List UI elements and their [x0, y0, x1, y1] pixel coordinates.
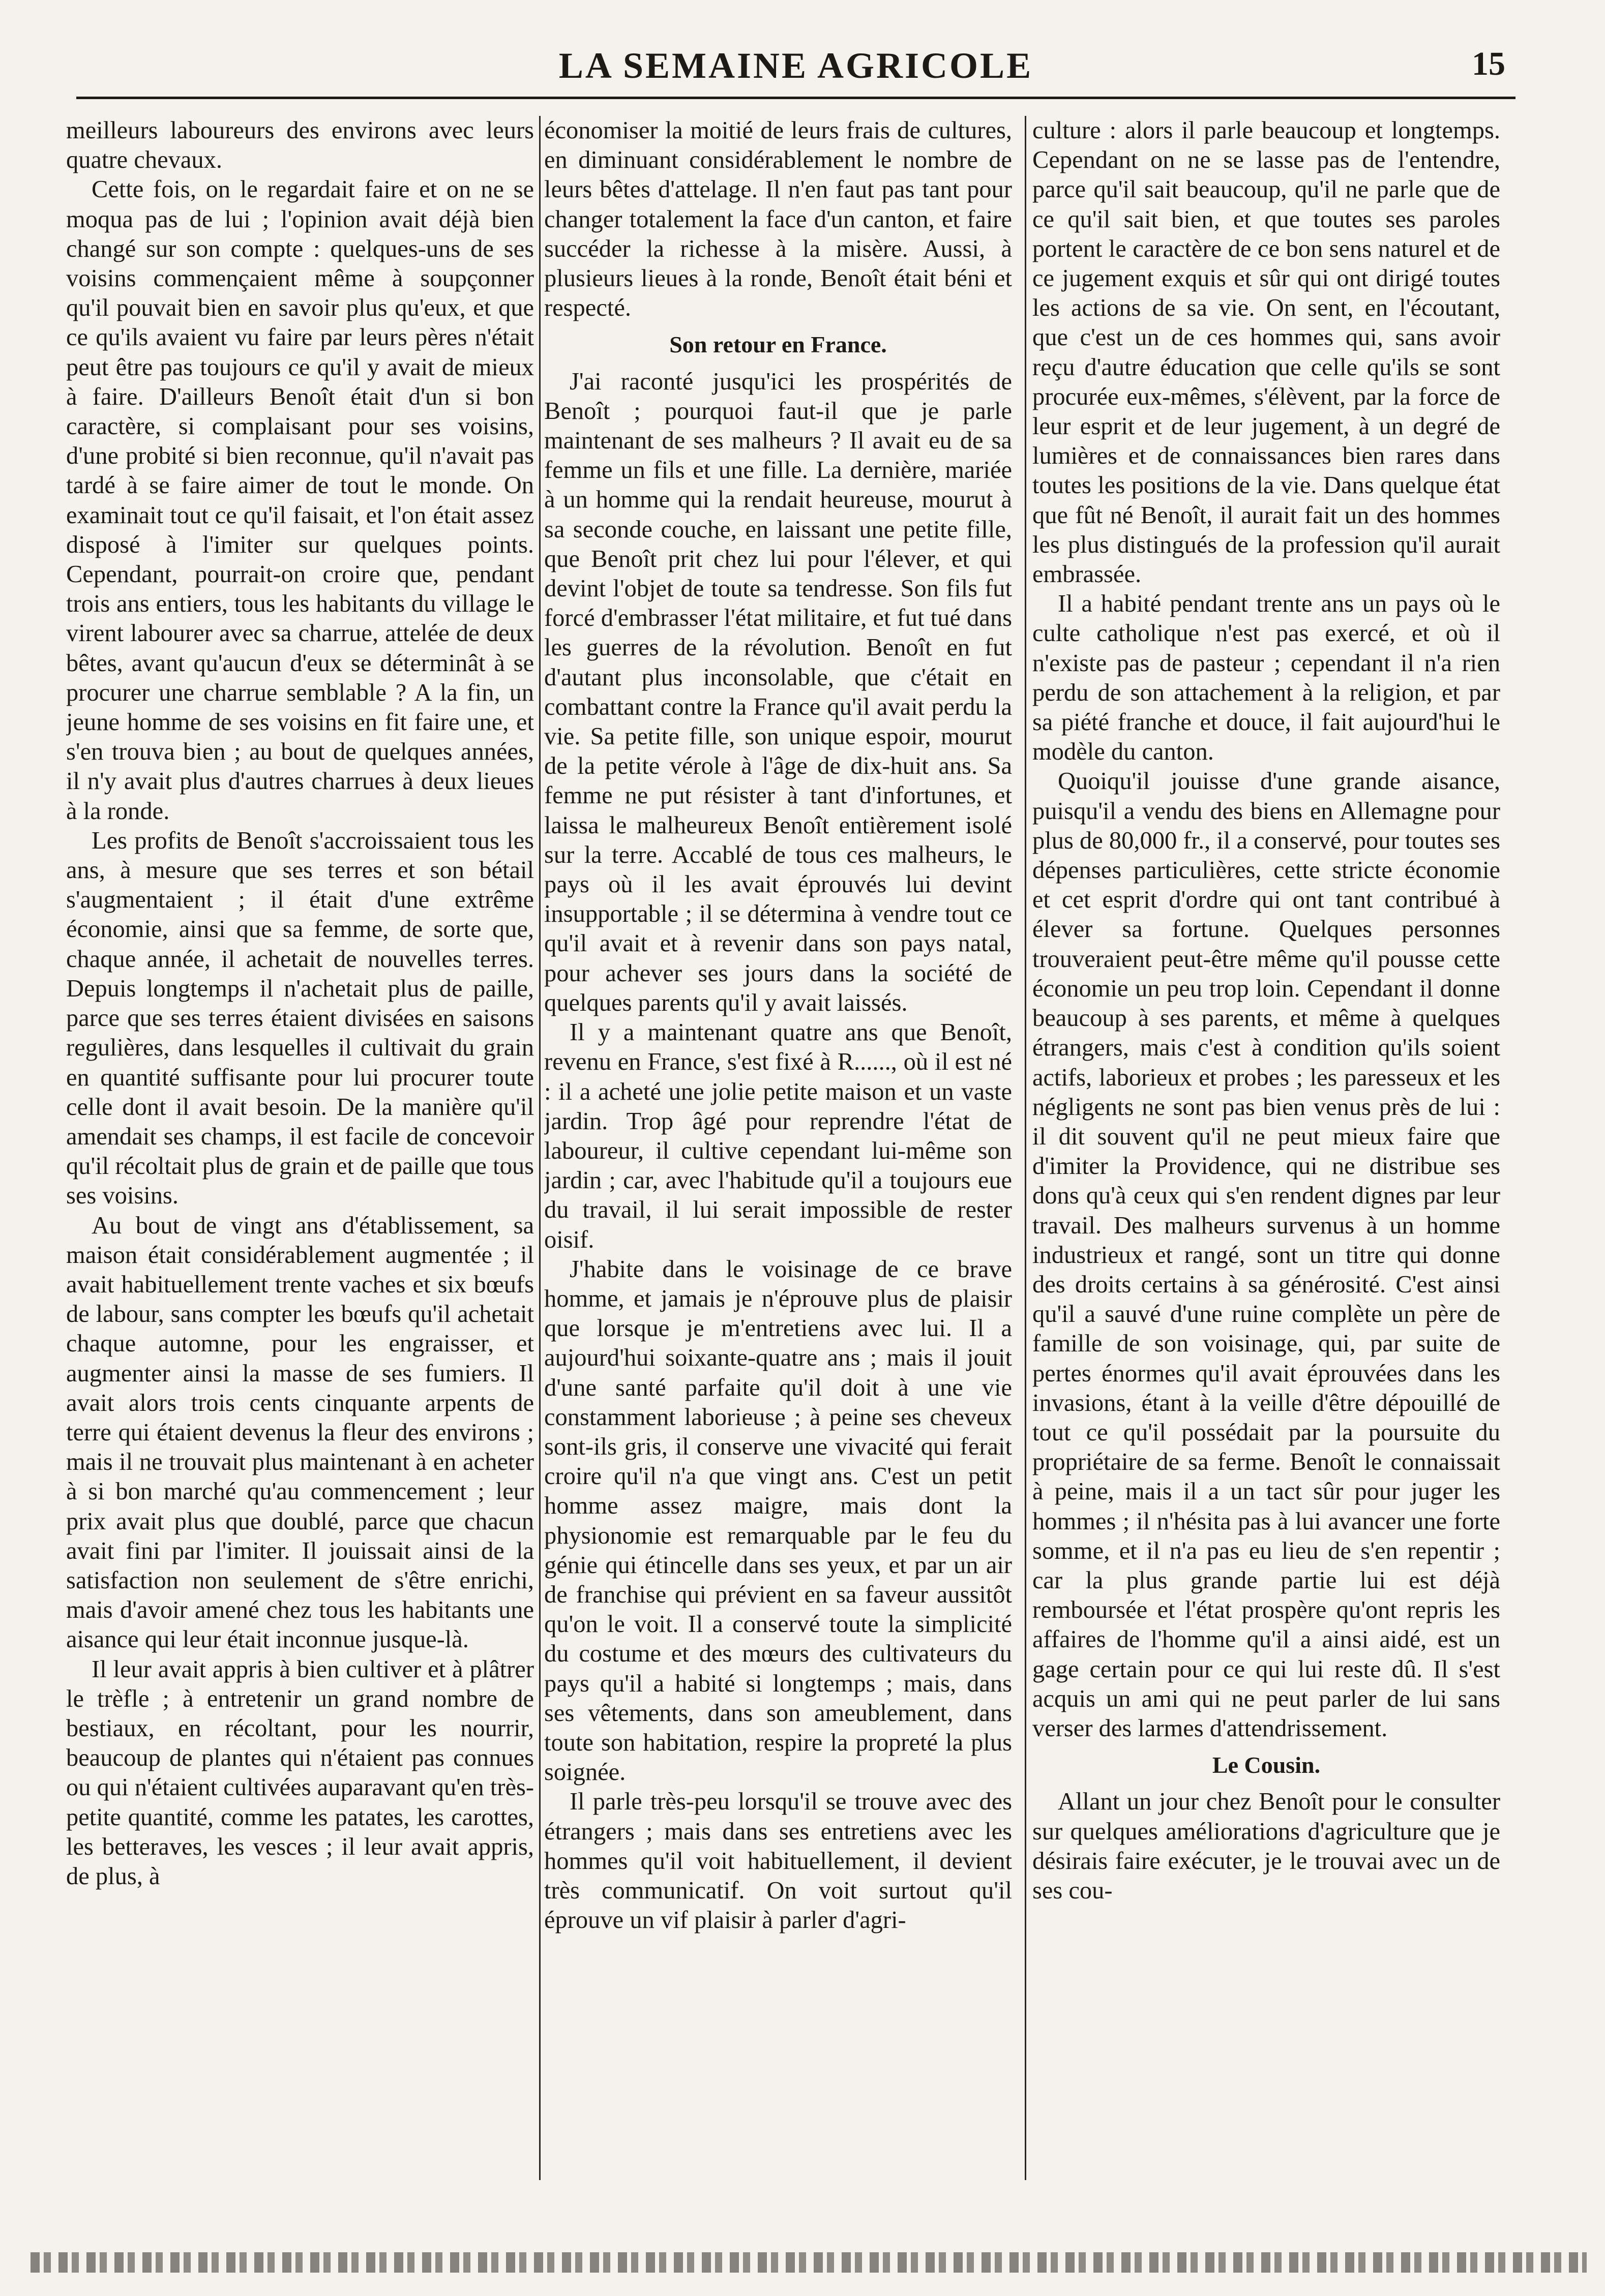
paragraph: culture : alors il parle beaucoup et longtemps. Cependant on ne se lasse pas de l'entendre, parce qu'il sait beaucoup, qu'il ne parle que de ce qu'il sait bien, et que toutes ses paroles portent le caractère de ce bon sens naturel et de ce jugement exquis et sûr qui ont dirigé toutes les actions de sa vie. On sent, en l'écoutant, que c'est un de ces hommes qui, sans avoir reçu d'autre éducation que celle qu'ils se sont procurée eux-mêmes, s'élèvent, par la force de leur esprit et de leur jugement, à un degré de lumières et de connaissances bien rares dans toutes les positions de la vie. Dans quelque état que fût né Benoît, il aurait fait un des hommes les plus distingués de la profession qu'il aurait embrassée.	[1032, 117, 1500, 588]
scan-edge-noise	[31, 2252, 1587, 2273]
paragraph: Il leur avait appris à bien cultiver et à plâtrer le trèfle ; à entretenir un grand nombre de bestiaux, en récoltant, pour les nourrir, beaucoup de plantes qui n'étaient pas connues ou qui n'étaient cultivées auparavant qu'en très-petite quantité, comme les patates, les carottes, les betteraves, les vesces ; il leur avait appris, de plus, à	[66, 1655, 534, 1890]
text-column-3	[1032, 116, 1500, 2185]
paragraph: Les profits de Benoît s'accroissaient tous les ans, à mesure que ses terres et son bétail s'augmentaient ; il était d'une extrême économie, ainsi que sa femme, de sorte que, chaque année, il achetait de nouvelles terres. Depuis longtemps il n'achetait plus de paille, parce que ses terres étaient divisées en saisons regulières, dans lesquelles il cultivait du grain en quantité suffisante pour lui procurer toute celle dont il avait besoin. De la manière qu'il amendait ses champs, il est facile de concevoir qu'il récoltait plus de grain et de paille que tous ses voisins.	[66, 827, 534, 1210]
paragraph: économiser la moitié de leurs frais de cultures, en diminuant considérablement le nombre de leurs bêtes d'attelage. Il n'en faut pas tant pour changer totalement la face d'un canton, et faire succéder la richesse à la misère. Aussi, à plusieurs lieues à la ronde, Benoît était béni et respecté.	[544, 117, 1012, 322]
paragraph: J'habite dans le voisinage de ce brave homme, et jamais je n'éprouve plus de plaisir que lorsque je m'entretiens avec lui. Il a aujourd'hui soixante-quatre ans ; mais il jouit d'une santé parfaite qu'il doit à une vie constamment laborieuse ; à peine ses cheveux sont-ils gris, il conserve une vivacité qui ferait croire qu'il n'a que vingt ans. C'est un petit homme assez maigre, mais dont la physionomie est remarquable par le feu du génie qui étincelle dans ses yeux, et par un air de franchise qui prévient en sa faveur aussitôt qu'on le voit. Il a conservé toute la simplicité du costume et des mœurs des cultivateurs du pays qu'il a habité si longtemps ; mais, dans ses vêtements, dans son ameublement, dans toute son habitation, respire la propreté la plus soignée.	[544, 1255, 1012, 1786]
page-header	[76, 45, 1515, 96]
paragraph: Quoiqu'il jouisse d'une grande aisance, puisqu'il a vendu des biens en Allemagne pour plus de 80,000 fr., il a conservé, pour toutes ses dépenses particulières, cette stricte économie et cet esprit d'ordre qui ont tant contribué à élever sa fortune. Quelques personnes trouveraient peut-être même qu'il pousse cette économie un peu trop loin. Cependant il donne beaucoup à ses parents, et même à quelques étrangers, mais c'est à condition qu'ils soient actifs, laborieux et probes ; les paresseux et les négligents ne sont pas bien venus près de lui : il dit souvent qu'il ne peut mieux faire que d'imiter la Providence, qui ne distribue ses dons qu'à ceux qui s'en rendent dignes par leur travail. Des malheurs survenus à un homme industrieux et rangé, sont un titre qui donne des droits certains à sa générosité. C'est ainsi qu'il a sauvé d'une ruine complète un père de famille de son voisinage, qui, par suite de pertes énormes qu'il avait éprouvées dans les invasions, étant à la veille d'être dépouillé de tout ce qu'il possédait par la poursuite du propriétaire de sa ferme. Benoît le connaissait à peine, mais il a un tact sûr pour juger les hommes ; il n'hésita pas à lui avancer une forte somme, et il n'a pas eu lieu de s'en repentir ; car la plus grande partie lui est déjà remboursée et l'état prospère qu'ont repris les affaires de l'homme qu'il a ainsi aidé, est un gage certain pour ce qui lui reste dû. Il s'est acquis un ami qui ne peut parler de lui sans verser des larmes d'attendrissement.	[1032, 768, 1500, 1742]
paragraph: Allant un jour chez Benoît pour le consulter sur quelques améliorations d'agriculture que je désirais faire exécuter, je le trouvai avec un de ses cou-	[1032, 1788, 1500, 1904]
paragraph: Cette fois, on le regardait faire et on ne se moqua pas de lui ; l'opinion avait déjà bien changé sur son compte : quelques-uns de ses voisins commençaient même à soupçonner qu'il pouvait bien en savoir plus qu'eux, et que ce qu'ils avaient vu faire par leurs pères n'était peut être pas toujours ce qu'il y avait de mieux à faire. D'ailleurs Benoît était d'un si bon caractère, si complaisant pour ses voisins, d'une probité si bien reconnue, qu'il n'avait pas tardé à se faire aimer de tout le monde. On examinait tout ce qu'il faisait, et l'on était assez disposé à l'imiter sur quelques points. Cependant, pourrait-on croire que, pendant trois ans entiers, tous les habitants du village le virent labourer avec sa charrue, attelée de deux bêtes, avant qu'aucun d'eux se déterminât à se procurer une charrue semblable ? A la fin, un jeune homme de ses voisins en fit faire une, et s'en trouva bien ; au bout de quelques années, il n'y avait plus d'autres charrues à deux lieues à la ronde.	[66, 176, 534, 825]
paragraph: J'ai raconté jusqu'ici les prospérités de Benoît ; pourquoi faut-il que je parle maintenant de ses malheurs ? Il avait eu de sa femme un fils et une fille. La dernière, mariée à un homme qui la rendait heureuse, mourut à sa seconde couche, en laissant une petite fille, que Benoît prit chez lui pour l'élever, et qui devint l'objet de toute sa tendresse. Son fils fut forcé d'embrasser l'état militaire, et fut tué dans les guerres de la révolution. Benoît en fut d'autant plus inconsolable, que c'était en combattant contre la France qu'il avait perdu la vie. Sa petite fille, son unique espoir, mourut de la petite vérole à l'âge de dix-huit ans. Sa femme ne put résister à tant d'infortunes, et laissa le malheureux Benoît entièrement isolé sur la terre. Accablé de tous ces malheurs, le pays où il les avait éprouvés lui devint insupportable ; il se détermina à vendre tout ce qu'il avait et à revenir dans son pays natal, pour achever ses jours dans la société de quelques parents qu'il y avait laissés.	[544, 368, 1012, 1016]
running-title: LA SEMAINE AGRICOLE	[558, 45, 1033, 86]
paragraph: Il a habité pendant trente ans un pays où le culte catholique n'est pas exercé, et où il n'existe pas de pasteur ; cependant il n'a rien perdu de son attachement à la religion, et par sa piété franche et douce, il fait aujourd'hui le modèle du canton.	[1032, 590, 1500, 766]
paragraph: meilleurs laboureurs des environs avec leurs quatre chevaux.	[66, 117, 534, 174]
paragraph: Il parle très-peu lorsqu'il se trouve avec des étrangers ; mais dans ses entretiens avec les hommes qu'il voit habituellement, il devient très communicatif. On voit surtout qu'il éprouve un vif plaisir à parler d'agri-	[544, 1788, 1012, 1934]
text-column-1	[66, 116, 534, 2185]
section-heading: Son retour en France.	[669, 331, 887, 358]
paragraph: Il y a maintenant quatre ans que Benoît, revenu en France, s'est fixé à R......, où il est né : il a acheté une jolie petite maison et un vaste jardin. Trop âgé pour reprendre l'état de laboureur, il cultive cependant lui-même son jardin ; car, avec l'habitude qu'il a toujours eue du travail, il lui serait impossible de rester oisif.	[544, 1019, 1012, 1253]
section-heading: Le Cousin.	[1212, 1752, 1321, 1778]
column-divider	[1025, 116, 1026, 2180]
header-rule	[76, 97, 1515, 99]
column-divider	[539, 116, 541, 2180]
text-column-2	[544, 116, 1012, 2185]
page-number: 15	[1472, 45, 1505, 82]
paragraph: Au bout de vingt ans d'établissement, sa maison était considérablement augmentée ; il avait habituellement trente vaches et six bœufs de labour, sans compter les bœufs qu'il achetait chaque automne, pour les engraisser, et augmenter ainsi la masse de ses fumiers. Il avait alors trois cents cinquante arpents de terre qui étaient devenus la fleur des environs ; mais il ne trouvait plus maintenant à en acheter à si bon marché qu'au commencement ; leur prix avait plus que doublé, parce que chacun avait fini par l'imiter. Il jouissait ainsi de la satisfaction non seulement de s'être enrichi, mais d'avoir amené chez tous les habitants une aisance qui leur était inconnue jusque-là.	[66, 1212, 534, 1653]
